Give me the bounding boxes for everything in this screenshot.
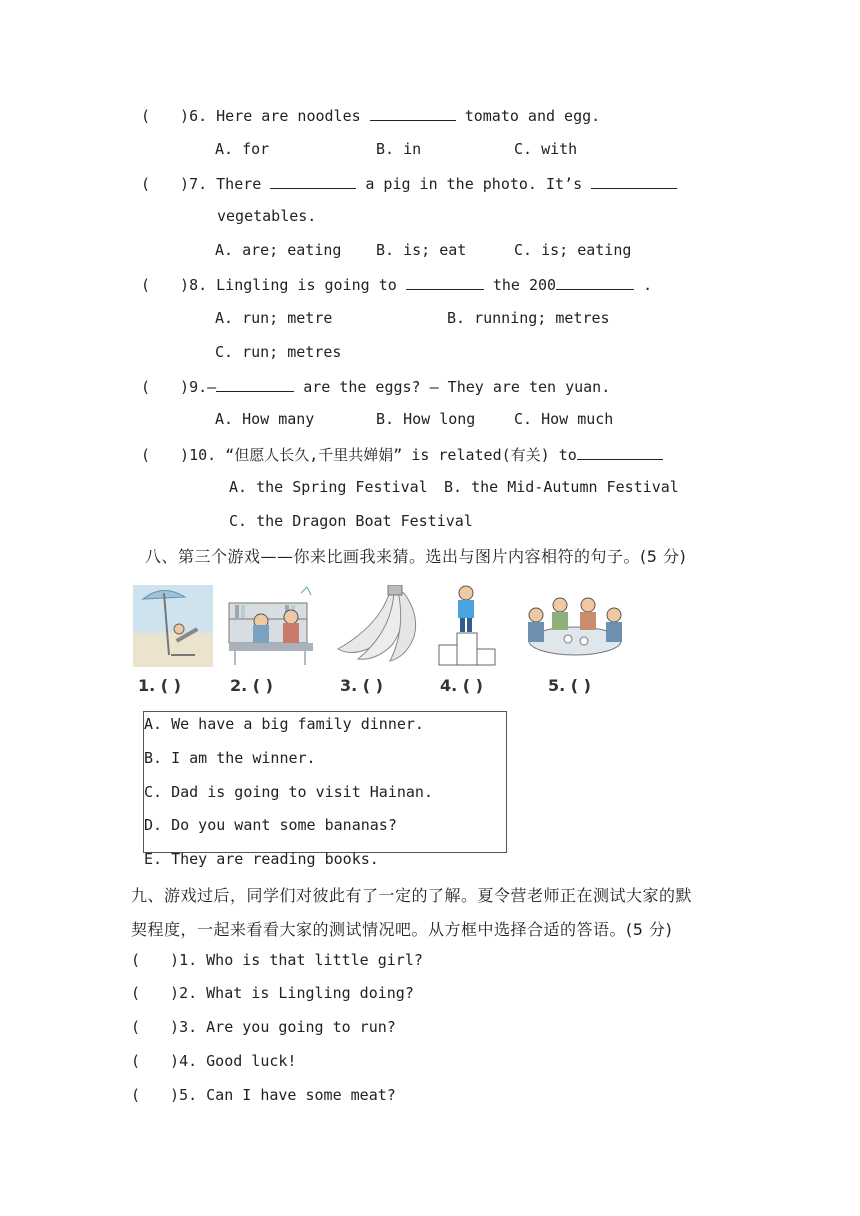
answer-blank[interactable] xyxy=(577,445,663,460)
choice-a: A. We have a big family dinner. xyxy=(144,715,424,733)
question-text: Lingling is going to xyxy=(216,276,397,294)
answer-blank[interactable] xyxy=(216,377,294,392)
section-8-title: 八、第三个游戏——你来比画我来猜。选出与图片内容相符的句子。(5 分) xyxy=(145,547,687,566)
item-text: 2. What is Lingling doing? xyxy=(179,984,414,1002)
answer-blank[interactable] xyxy=(556,275,634,290)
option-c: C. the Dragon Boat Festival xyxy=(229,512,473,530)
choice-b: B. I am the winner. xyxy=(144,749,316,767)
question-6: ( )6. Here are noodles tomato and egg. xyxy=(141,107,601,125)
answer-paren[interactable]: ( ) xyxy=(131,951,180,969)
question-number: 7. xyxy=(189,175,208,193)
bananas-image xyxy=(332,585,424,667)
section-9-title-line-1: 九、游戏过后，同学们对彼此有了一定的了解。夏令营老师正在测试大家的默 xyxy=(131,886,693,905)
answer-paren[interactable]: ( ) xyxy=(131,984,180,1002)
option-b: B. running; metres xyxy=(447,309,610,327)
question-text: are the eggs? — They are ten yuan. xyxy=(303,378,611,396)
question-number: 9. xyxy=(189,378,208,396)
question-number: 8. xyxy=(189,276,208,294)
dialog-item-4 xyxy=(131,1052,296,1070)
quote-text: “但愿人长久,千里共婵娟” xyxy=(225,446,403,464)
option-b: B. is; eat xyxy=(376,241,467,259)
picture-label-3: 3. ( ) xyxy=(340,676,383,695)
dialog-item-5 xyxy=(131,1086,396,1104)
answer-blank[interactable] xyxy=(406,275,484,290)
option-b: B. the Mid-Autumn Festival xyxy=(444,478,679,496)
answer-paren[interactable]: ( ) xyxy=(131,1052,180,1070)
option-c: C. How much xyxy=(514,410,614,428)
option-b: B. How long xyxy=(376,410,476,428)
option-c: C. is; eating xyxy=(514,241,632,259)
answer-paren-open[interactable]: ( xyxy=(141,446,151,464)
winner-podium-image xyxy=(437,585,503,667)
answer-blank[interactable] xyxy=(270,174,356,189)
picture-label-4: 4. ( ) xyxy=(440,676,483,695)
option-b: B. in xyxy=(376,140,422,158)
option-c: C. run; metres xyxy=(215,343,342,361)
question-number: 6. xyxy=(189,107,208,125)
item-text: 1. Who is that little girl? xyxy=(179,951,423,969)
picture-label-2: 2. ( ) xyxy=(230,676,273,695)
dash: — xyxy=(207,378,217,396)
choice-e: E. They are reading books. xyxy=(144,850,379,868)
choice-d: D. Do you want some bananas? xyxy=(144,816,397,834)
option-a: A. for xyxy=(215,140,270,158)
period: . xyxy=(643,276,653,294)
item-text: 3. Are you going to run? xyxy=(179,1018,396,1036)
question-8: ( )8. Lingling is going to the 200 . xyxy=(141,276,653,294)
answer-paren-open[interactable]: ( xyxy=(141,175,151,193)
option-a: A. run; metre xyxy=(215,309,333,327)
answer-paren-open[interactable]: ( xyxy=(141,107,151,125)
question-number: 10. xyxy=(189,446,217,464)
item-text: 5. Can I have some meat? xyxy=(179,1086,396,1104)
choice-box xyxy=(143,711,507,868)
answer-paren-open[interactable]: ( xyxy=(141,378,151,396)
reading-books-image xyxy=(225,585,317,667)
picture-label-1: 1. ( ) xyxy=(138,676,181,695)
option-c: C. with xyxy=(514,140,578,158)
item-text: 4. Good luck! xyxy=(179,1052,297,1070)
choice-c: C. Dad is going to visit Hainan. xyxy=(144,783,433,801)
dialog-item-1 xyxy=(131,951,423,969)
question-text: a pig in the photo. It’s xyxy=(365,175,583,193)
section-9-title-line-2: 契程度，一起来看看大家的测试情况吧。从方框中选择合适的答语。(5 分) xyxy=(131,920,673,939)
answer-paren[interactable]: ( ) xyxy=(131,1018,180,1036)
dialog-item-3 xyxy=(131,1018,396,1036)
question-text: tomato and egg. xyxy=(464,107,601,125)
question-text: vegetables. xyxy=(217,207,317,225)
question-text: the 200 xyxy=(492,276,557,294)
option-a: A. How many xyxy=(215,410,315,428)
answer-paren-open[interactable]: ( xyxy=(141,276,151,294)
answer-blank[interactable] xyxy=(370,106,456,121)
question-9: ( )9.— are the eggs? — They are ten yuan. xyxy=(141,378,611,396)
option-a: A. the Spring Festival xyxy=(229,478,428,496)
option-a: A. are; eating xyxy=(215,241,342,259)
answer-blank[interactable] xyxy=(591,174,677,189)
beach-chair-image xyxy=(133,585,213,667)
question-text: There xyxy=(216,175,262,193)
question-text: Here are noodles xyxy=(216,107,361,125)
family-dinner-image xyxy=(518,585,632,667)
question-7: ( )7. There a pig in the photo. It’s xyxy=(141,174,677,193)
dialog-item-2 xyxy=(131,984,414,1002)
picture-label-5: 5. ( ) xyxy=(548,676,591,695)
question-10: ( )10. “但愿人长久,千里共婵娟” is related(有关) to xyxy=(141,444,663,465)
question-text: is related(有关) to xyxy=(411,446,577,464)
answer-paren[interactable]: ( ) xyxy=(131,1086,180,1104)
